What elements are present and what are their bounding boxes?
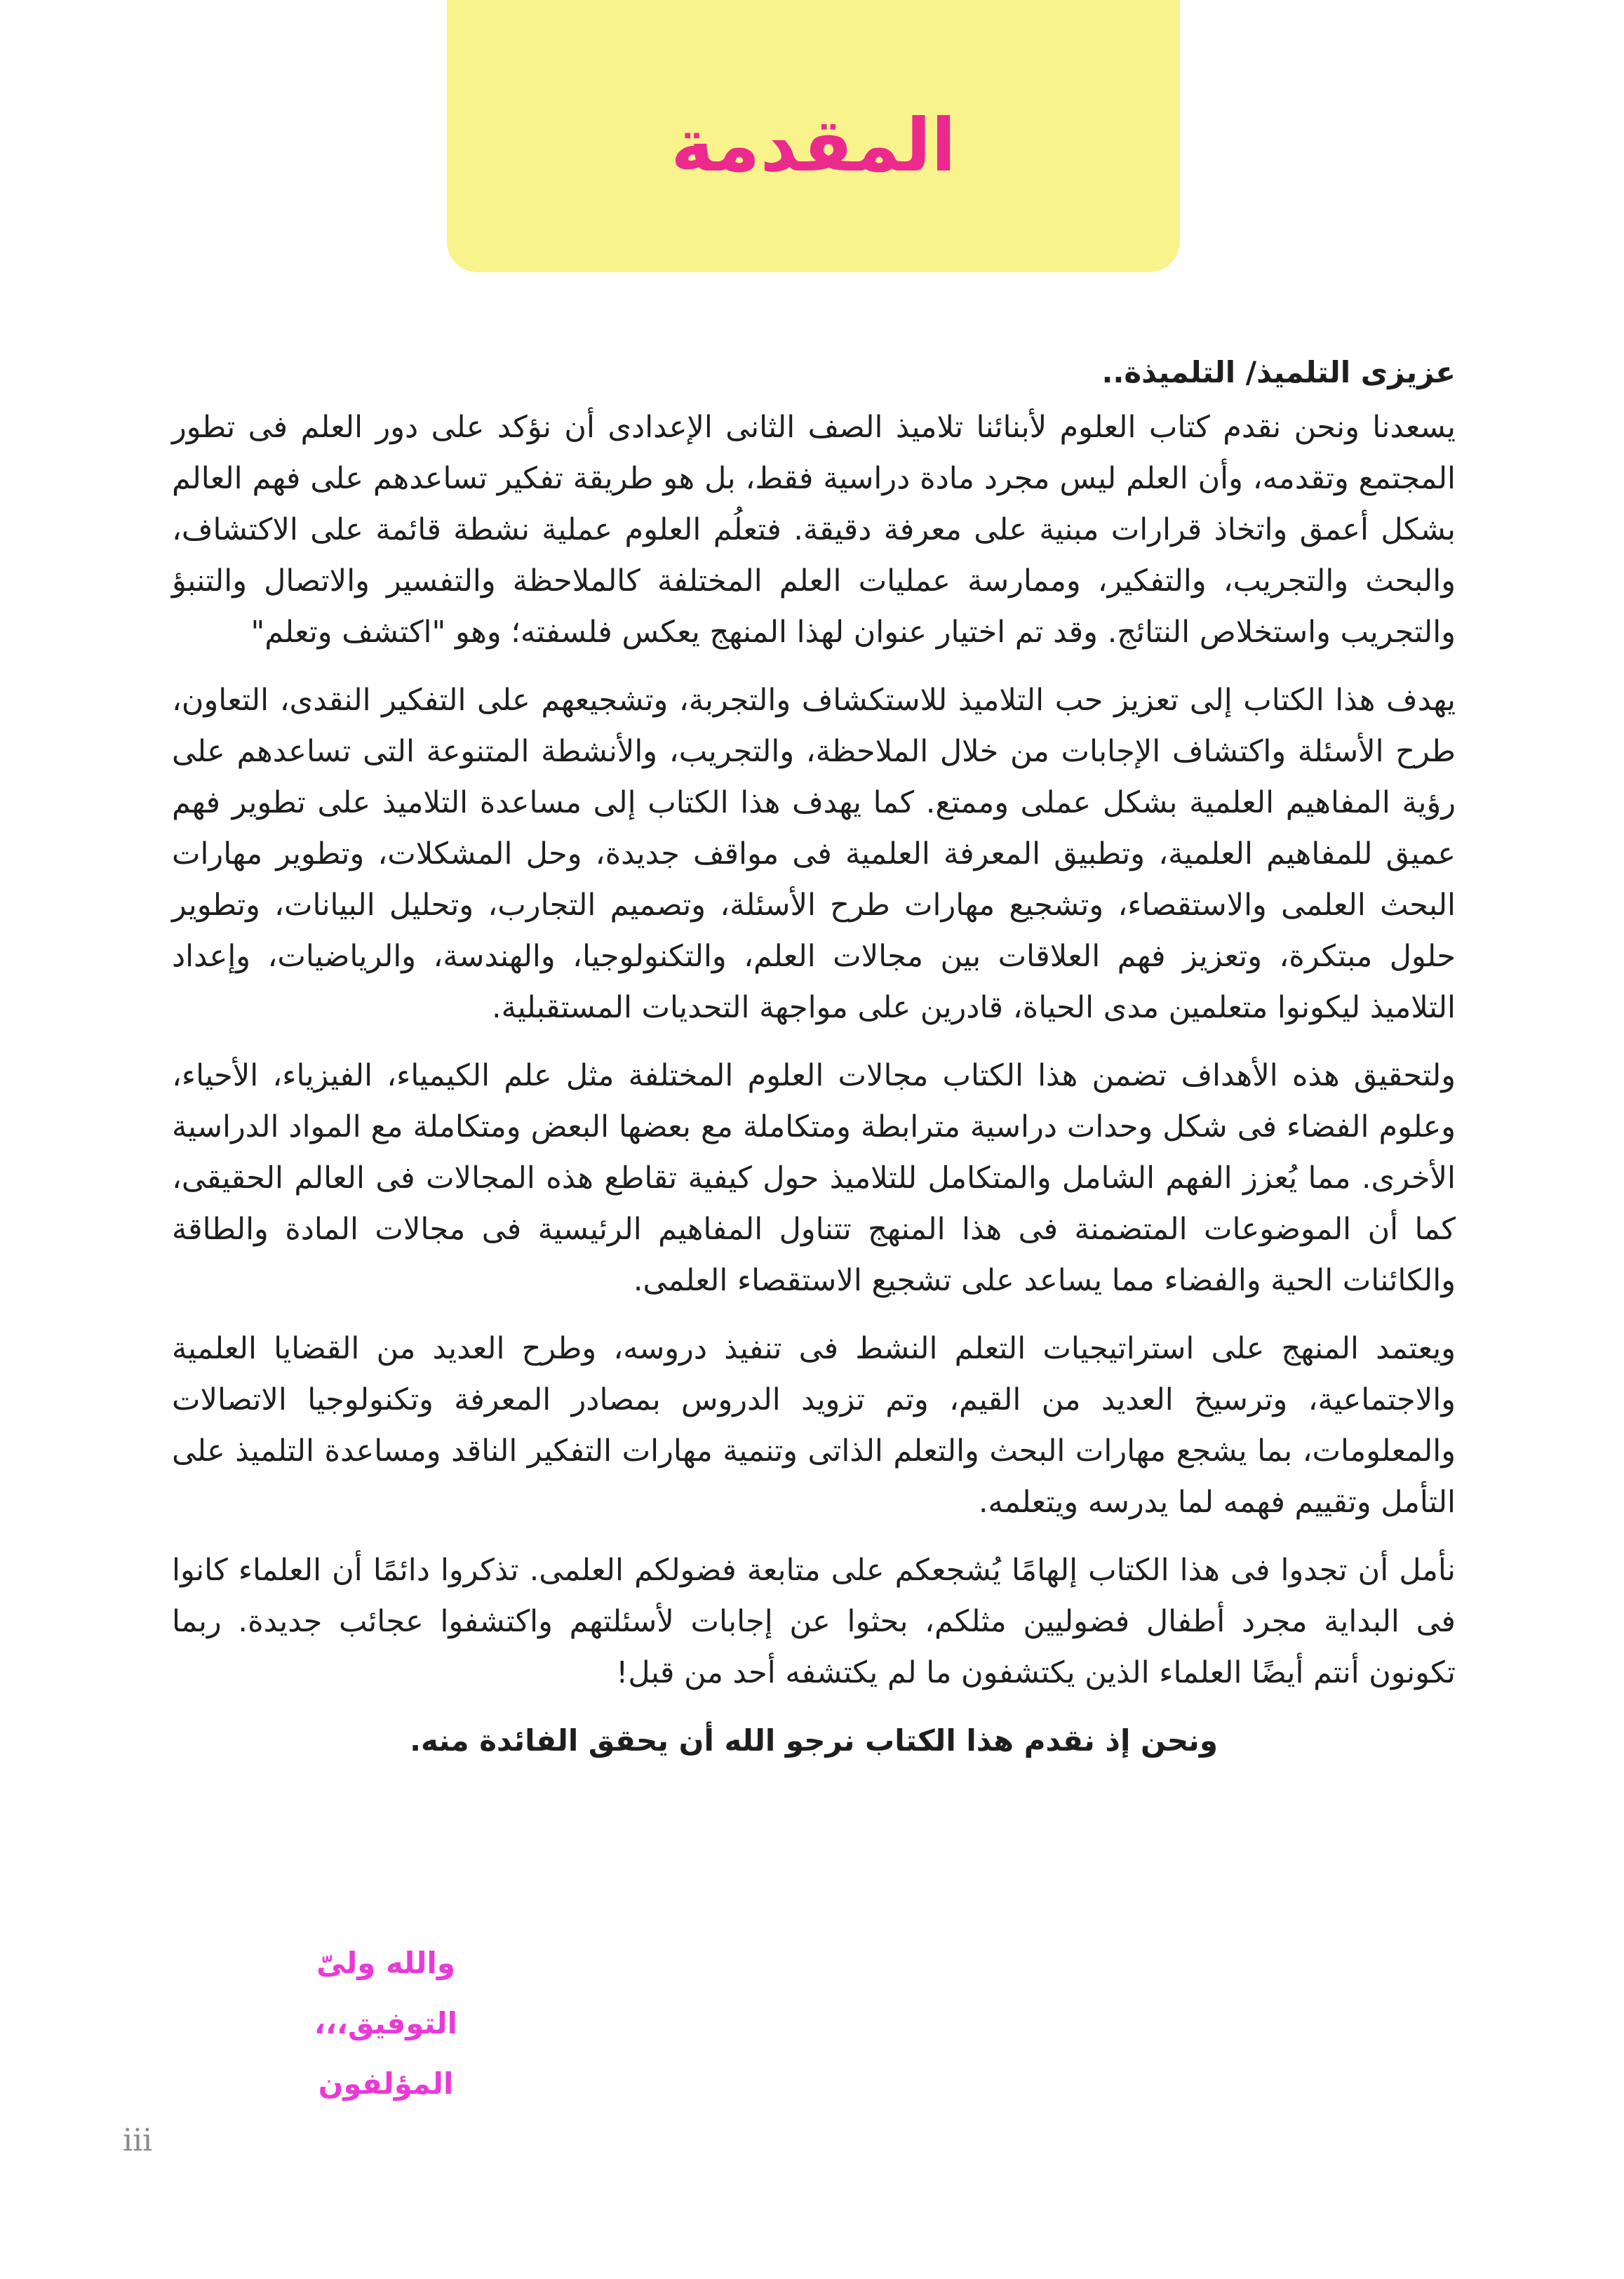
salutation: عزيزى التلميذ/ التلميذة.. [1101,355,1456,389]
page-number: iii [123,2123,153,2158]
introduction-body [172,347,1456,1766]
sign-off-authors: المؤلفون [318,2066,454,2101]
paragraph-3: ولتحقيق هذه الأهداف تضمن هذا الكتاب مجالات العلوم المختلفة مثل علم الكيمياء، الفيزياء، الأحياء، وعلوم الفضاء فى شكل وحدات دراسية مترابطة ومتكاملة مع بعضها البعض ومتكاملة مع المواد الدراسية الأخرى. مما يُعزز الفهم الشامل والمتكامل للتلاميذ حول كيفية تقاطع هذه المجالات فى العالم الحقيقى، كما أن الموضوعات المتضمنة فى هذا المنهج تتناول المفاهيم الرئيسية فى مجالات المادة والطاقة والكائنات الحية والفضاء مما يساعد على تشجيع الاستقصاء العلمى. [172,1058,1456,1298]
title-banner [447,0,1180,272]
page-title: المقدمة [671,102,956,188]
paragraph-1: يسعدنا ونحن نقدم كتاب العلوم لأبنائنا تلاميذ الصف الثانى الإعدادى أن نؤكد على دور العلم فى تطور المجتمع وتقدمه، وأن العلم ليس مجرد مادة دراسية فقط، بل هو طريقة تفكير تساعدهم على فهم العالم بشكل أعمق واتخاذ قرارات مبنية على معرفة دقيقة. فتعلُم العلوم عملية نشطة قائمة على الاكتشاف، والبحث والتجريب، والتفكير، وممارسة عمليات العلم المختلفة كالملاحظة والتفسير والاتصال والتنبؤ والتجريب واستخلاص النتائج. وقد تم اختيار عنوان لهذا المنهج يعكس فلسفته؛ وهو "اكتشف وتعلم" [172,410,1456,650]
paragraph-4: ويعتمد المنهج على استراتيجيات التعلم النشط فى تنفيذ دروسه، وطرح العديد من القضايا العلمية والاجتماعية، وترسيخ العديد من القيم، وتم تزويد الدروس بمصادر المعرفة وتكنولوجيا الاتصالات والمعلومات، بما يشجع مهارات البحث والتعلم الذاتى وتنمية مهارات التفكير الناقد ومساعدة التلميذ على التأمل وتقييم فهمه لما يدرسه ويتعلمه. [172,1331,1456,1520]
closing-line: ونحن إذ نقدم هذا الكتاب نرجو الله أن يحقق الفائدة منه. [410,1723,1218,1758]
sign-off [260,1933,512,2114]
sign-off-blessing: والله ولىّ التوفيق،،، [314,1946,457,2040]
paragraph-2: يهدف هذا الكتاب إلى تعزيز حب التلاميذ للاستكشاف والتجربة، وتشجيعهم على التفكير النقدى، التعاون، طرح الأسئلة واكتشاف الإجابات من خلال الملاحظة، والتجريب، والأنشطة المتنوعة التى تساعدهم على رؤية المفاهيم العلمية بشكل عملى وممتع. كما يهدف هذا الكتاب إلى مساعدة التلاميذ على تطوير فهم عميق للمفاهيم العلمية، وتطبيق المعرفة العلمية فى مواقف جديدة، وحل المشكلات، وتطوير مهارات البحث العلمى والاستقصاء، وتشجيع مهارات طرح الأسئلة، وتصميم التجارب، وتحليل البيانات، وتطوير حلول مبتكرة، وتعزيز فهم العلاقات بين مجالات العلم، والتكنولوجيا، والهندسة، والرياضيات، وإعداد التلاميذ ليكونوا متعلمين مدى الحياة، قادرين على مواجهة التحديات المستقبلية. [172,683,1456,1025]
paragraph-5: نأمل أن تجدوا فى هذا الكتاب إلهامًا يُشجعكم على متابعة فضولكم العلمى. تذكروا دائمًا أن العلماء كانوا فى البداية مجرد أطفال فضوليين مثلكم، بحثوا عن إجابات لأسئلتهم واكتشفوا عجائب جديدة. ربما تكونون أنتم أيضًا العلماء الذين يكتشفون ما لم يكتشفه أحد من قبل! [172,1553,1456,1690]
